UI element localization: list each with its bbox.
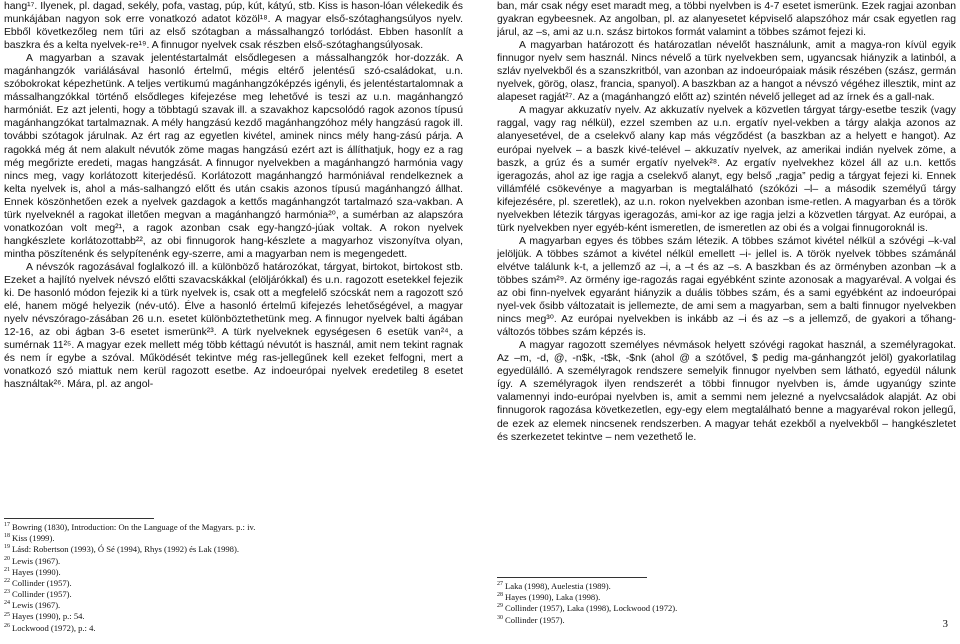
footnote: $^{30}$ Collinder (1957).	[497, 614, 565, 625]
paragraph: A névszók ragozásával foglalkozó ill. a különböző határozókat, tárgyat, birtokot, birtokost stb. Ezeket a hajlító nyelvek névszó előtti szavacskákkal (elöljárókkal) és u.n. ragozott esetekkel fejezik ki. De hasonló módon fejezik ki a türk nyelvek is, csak ott a megfelelő szócskát nem a ragozott szó elé, hanem mögé helyezik (név-utó). Élve a hasonló értelmű kifejezés lehetőségével, a magyar nyelv névszórago-zásában 26 u.n. esetet különböztethetünk meg. A finnugor nyelvek balti ágában 12-16, az obi ágban 3-6 esetet ismerünk²³. A türk nyelveknek egységesen 6 esetük van²⁴, a sumérnak 11²⁵. A magyar ezek mellett még több kéttagú névutót is használ, amit nem tekint ragnak és nem ír egybe a szóval. Működését tekintve még ras-jellegűnek kell ezeket felfogni, mert a vonatkozó szó miattuk nem kerül ragozott esetbe. Az indoeurópai nyelvek eredetileg 8 esetet használtak²⁶. Mára, pl. az angol-	[4, 261, 463, 391]
footnote: $^{23}$ Collinder (1957).	[4, 589, 72, 600]
footnote: $^{21}$ Hayes (1990).	[4, 566, 61, 577]
left-column-body	[4, 0, 463, 494]
footnotes	[497, 577, 956, 626]
paragraph: A magyarban határozott és határozatlan névelőt használunk, amit a magya-ron kívül egyik finnugor nyelv sem használ. Nincs névelő a türk nyelvekben sem, ugyancsak hiányzik a latinból, a szláv nyelvekből és a szanszkritból, van azonban az indoeurópaiak másik részében (szász, germán nyelvek, görög, olasz, francia, spanyol). A baszkban az a hangot a névszó végéhez illesztik, mint az alapeset ragját²⁷. Az a (magánhangzó előtt az) szintén névelő jelleget ad az írnek és a gall-nak.	[497, 40, 956, 104]
paragraph: A magyar ragozott személyes névmások helyett szóvégi ragokat használ, a személyragokat. Az –m, -d, @, -n$k, -t$k, -$nk (ahol @ a szótővel, $ pedig ma-gánhangzót jelöl) gyakorlatilag egyedülálló. A személyragok rendszere semelyik finnugor nyelvben sem látható, egyedül nálunk így. A személyragok ilyen rendszerét a többi finnugor nyelvben is, ámde ugyanúgy szinte valamennyi indo-európai nyelvben is, amit a semmi nem jelezné a nyelvcsaládok alapját. Az obi finnugorok ragozása következetlen, egy-egy elem megtalálható benne a magyaréval rokon jellegű, de ezek az elemek nincsenek rendszerben. A magyar tehát ezekből a nyelvekből – hangkészletet és szerkezetet tekintve – nem vezethető le.	[497, 340, 956, 443]
footnote: $^{22}$ Collinder (1957).	[4, 577, 72, 588]
footnote: $^{26}$ Lockwood (1972), p.: 4.	[4, 622, 96, 633]
footnote: $^{20}$ Lewis (1967).	[4, 555, 61, 566]
right-column-body	[497, 0, 956, 550]
footnote: $^{17}$ Bowring (1830), Introduction: On the Language of the Magyars. p.: iv.	[4, 522, 256, 532]
footnote: $^{27}$ Laka (1998), Auelestia (1989).	[497, 581, 611, 591]
footnote: $^{18}$ Kiss (1999).	[4, 533, 55, 544]
footnote: $^{25}$ Hayes (1990), p.: 54.	[4, 611, 85, 622]
paragraph: A magyarban egyes és többes szám létezik. A többes számot kivétel nélkül a szóvégi –k-val jelöljük. A többes számot a kivétel nélkül emellett –i- jellel is. A török nyelvek többes számánál elvétve találunk k-t, a jellemző az –i, a –t és az –s. A baszkban és az örményben azonban –k a többes szám²⁹. Az örmény ige-ragozás ragai egyébként szinte azonosak a magyaréval. A volgai és az obi finn-nyelvek egyaránt hiányzik a duális többes szám, és a sami egyébként az indoeurópai nyel-vek ősibb változatait is jellemezte, de ami sem a magyarban, sem a balti finnugor nyelvekben nincs meg³⁰. Az európai nyelvekben is inkább az –i és az –s a jellemző, de gyakori a tőhang-változós többes szám képzés is.	[497, 235, 956, 339]
paragraph: A magyar akkuzatív nyelv. Az akkuzatív nyelvek a közvetlen tárgyat tárgy-esetbe teszik (vagy raggal, vagy rag nélkül), ezzel szemben az u.n. ergatív nyel-vekben a tárgy alakja azonos az alanyesetével, de a cselekvő alany kap más végződést (a baszkban az a helyett e hangot). Az európai nyelvek – a baszk kivé-telével – akkuzatív nyelvek, az amerikai indián nyelvek zöme, a baszk, a grúz és a sumér ergatív nyelvek²⁸. Az ergatív nyelvekhez közel áll az u.n. kettős igeragozás, ahol az ige ragja a cselekvő alanyt, egy belső „ragja” pedig a tárgyat fejezi ki. Ennek villámfélé csökevénye a magyarban is megtalálható (szókózi –l– a második személyű tárgy kifejezésére, pl. szeretlek), az u.n. rokon nyelvekben azonban isme-retlen. A magyarban és a török nyelvekben létezik tárgyas igeragozás, ami-kor az ige ragja jelzi a közvetlen tárgyat. Az európai, a türk nyelvekben nyer egyéb-ként ismeretlen, de ismeretlen az obi és a volgai finnugoroknál is.	[497, 105, 956, 234]
footnotes	[4, 518, 463, 634]
footnote-rule	[4, 518, 154, 519]
footnote: $^{28}$ Hayes (1990), Laka (1998).	[497, 592, 601, 603]
footnote: $^{24}$ Lewis (1967).	[4, 600, 61, 611]
footnote: $^{19}$ Lásd: Robertson (1993), Ó Sé (1994), Rhys (1992) és Lak (1998).	[4, 544, 239, 555]
paragraph: hang¹⁷. Ilyenek, pl. dagad, sekély, pofa, vastag, púp, kút, kátyú, stb. Kiss is hason-lóan vélekedik és munkájában nagyon sok erre vonatkozó adatot közöl¹⁸. A magyar első-szótaghangsúlyos nyelv. Ebből következőleg nem tűri az első szótagban a mássalhangzó torlódást. Ebben hasonlít a baszkra és a kelta nyelvek-re¹⁹. A finnugor nyelvek csak részben első-szótaghangsúlyosak.	[4, 1, 463, 52]
right-column	[497, 0, 956, 626]
left-column	[4, 0, 463, 634]
footnote: $^{29}$ Collinder (1957), Laka (1998), Lockwood (1972).	[497, 603, 678, 614]
page-number: 3	[942, 618, 948, 630]
footnote-rule	[497, 577, 647, 578]
paragraph: A magyarban a szavak jelentéstartalmát elsődlegesen a mássalhangzók hor-dozzák. A magánhangzók variálásával hasonló értelmű, mégis eltérő jelentésű szó-családokat, u.n. szóbokrokat képezhetünk. A teljes vertikumú magánhangzóképzés igényli, és jelentéstartalomnak a mássalhangzókkal történő elsődleges kifejezése meg lehetővé is teszi az u.n. magánhangzó harmóniát. Ez azt jelenti, hogy a többtagú szavak ill. a szavakhoz kapcsolódó ragok azonos típusú magánhangzókat tartalmaznak. A mély hangzású kezdő magánhangzóhoz mély hangzású ragok ill. további szótagok járulnak. Az ért rag az egyetlen kivétel, aminek nincs mély hang-zású párja. A ragokká még át nem alakult névutók zöme magas hangzású ezért azt is állíthatjuk, hogy ez a rag még megőrizte eredeti, magas hangzását. A finnugor nyelvekben a magánhangzó harmónia vagy nincs meg, vagy korlátozott kiterjedésű. Korlátozott magánhangzó harmóniával rendelkeznek a kelta nyelvek is, ahol a más-salhangzó előtt és után csakis azonos típusú magánhangzó állhat. Ennek köszönhetően ezek a nyelvek gazdagok a kettős magánhangzót tartalmazó sza-vakban. A türk nyelveknél a ragokat illetően megvan a magánhangzó harmónia²⁰, a sumérban az alapszóra vonatkozóan volt meg²¹, a ragok azonban csak egy-hangzó-júak voltak. A rokon nyelvek hangkészlete korlátozottabb²², az obi finnugorok hang-készlete a magyarhoz viszonyítva olyan, mintha pöszítenénk és selypítenénk egy-szerre, ami a magyarban nem is megengedett.	[4, 53, 463, 260]
paragraph: ban, már csak négy eset maradt meg, a többi nyelvben is 4-7 esetet ismerünk. Ezek ragjai azonban gyakran egybeesnek. Az angolban, pl. az alanyesetet képviselő alapszóhoz már csak egyetlen rag járul, az –s, ami az u.n. szász birtokos formát valamint a többes számot fejezi ki.	[497, 1, 956, 39]
